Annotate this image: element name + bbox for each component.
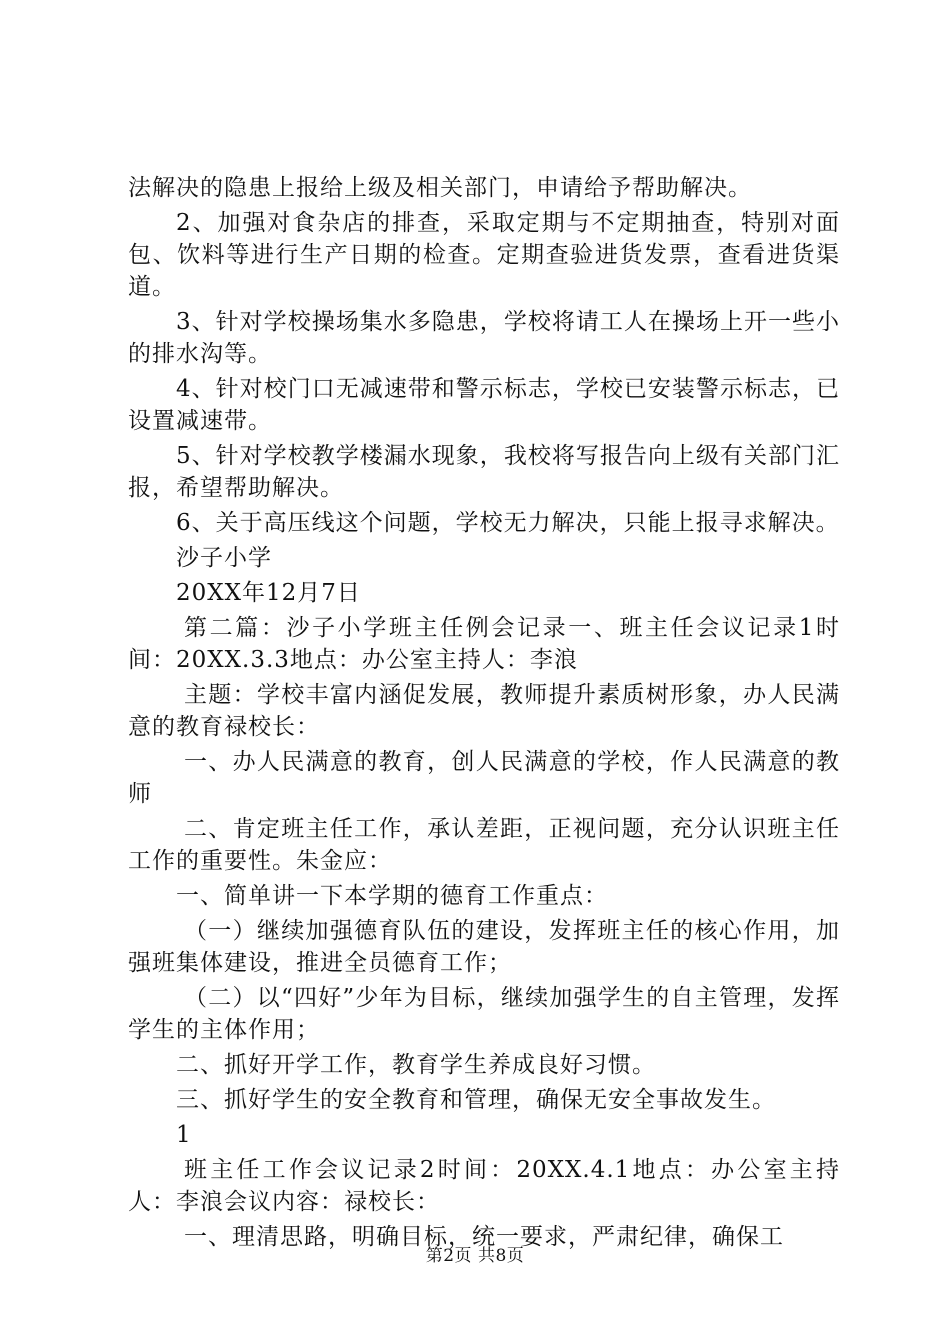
paragraph: （二）以“四好”少年为目标，继续加强学生的自主管理，发挥学生的主体作用； xyxy=(128,985,840,1043)
paragraph: （一）继续加强德育队伍的建设，发挥班主任的核心作用，加强班集体建设，推进全员德育工作； xyxy=(128,918,840,976)
page-footer: 第2页 共8页 xyxy=(425,1246,525,1266)
paragraph: 一、办人民满意的教育，创人民满意的学校，作人民满意的教师 xyxy=(128,749,840,807)
paragraph: 班主任工作会议记录2时间：20XX.4.1地点：办公室主持人：李浪会议内容：禄校长： xyxy=(128,1157,840,1215)
paragraph: 5、针对学校教学楼漏水现象，我校将写报告向上级有关部门汇报，希望帮助解决。 xyxy=(128,443,840,501)
paragraph: 一、理清思路，明确目标，统一要求，严肃纪律，确保工 xyxy=(184,1224,784,1250)
paragraph: 3、针对学校操场集水多隐患，学校将请工人在操场上开一些小的排水沟等。 xyxy=(128,309,840,367)
paragraph: 第二篇：沙子小学班主任例会记录一、班主任会议记录1时间：20XX.3.3地点：办公室主持人：李浪 xyxy=(128,615,840,673)
paragraph: 法解决的隐患上报给上级及相关部门，申请给予帮助解决。 xyxy=(128,175,752,201)
paragraph: 6、关于高压线这个问题，学校无力解决，只能上报寻求解决。 xyxy=(176,510,840,536)
paragraph: 二、肯定班主任工作，承认差距，正视问题，充分认识班主任工作的重要性。朱金应： xyxy=(128,816,840,874)
paragraph: 1 xyxy=(176,1122,192,1148)
document-body xyxy=(128,172,840,1256)
paragraph: 三、抓好学生的安全教育和管理，确保无安全事故发生。 xyxy=(176,1087,776,1113)
paragraph: 二、抓好开学工作，教育学生养成良好习惯。 xyxy=(176,1052,656,1078)
paragraph: 2、加强对食杂店的排查，采取定期与不定期抽查，特别对面包、饮料等进行生产日期的检查。定期查验进货发票，查看进货渠道。 xyxy=(128,210,840,300)
paragraph: 一、简单讲一下本学期的德育工作重点： xyxy=(176,883,608,909)
paragraph: 沙子小学 xyxy=(176,545,272,571)
paragraph: 主题：学校丰富内涵促发展，教师提升素质树形象，办人民满意的教育禄校长： xyxy=(128,682,840,740)
paragraph: 4、针对校门口无减速带和警示标志，学校已安装警示标志，已设置减速带。 xyxy=(128,376,840,434)
paragraph: 20XX年12月7日 xyxy=(176,580,361,606)
